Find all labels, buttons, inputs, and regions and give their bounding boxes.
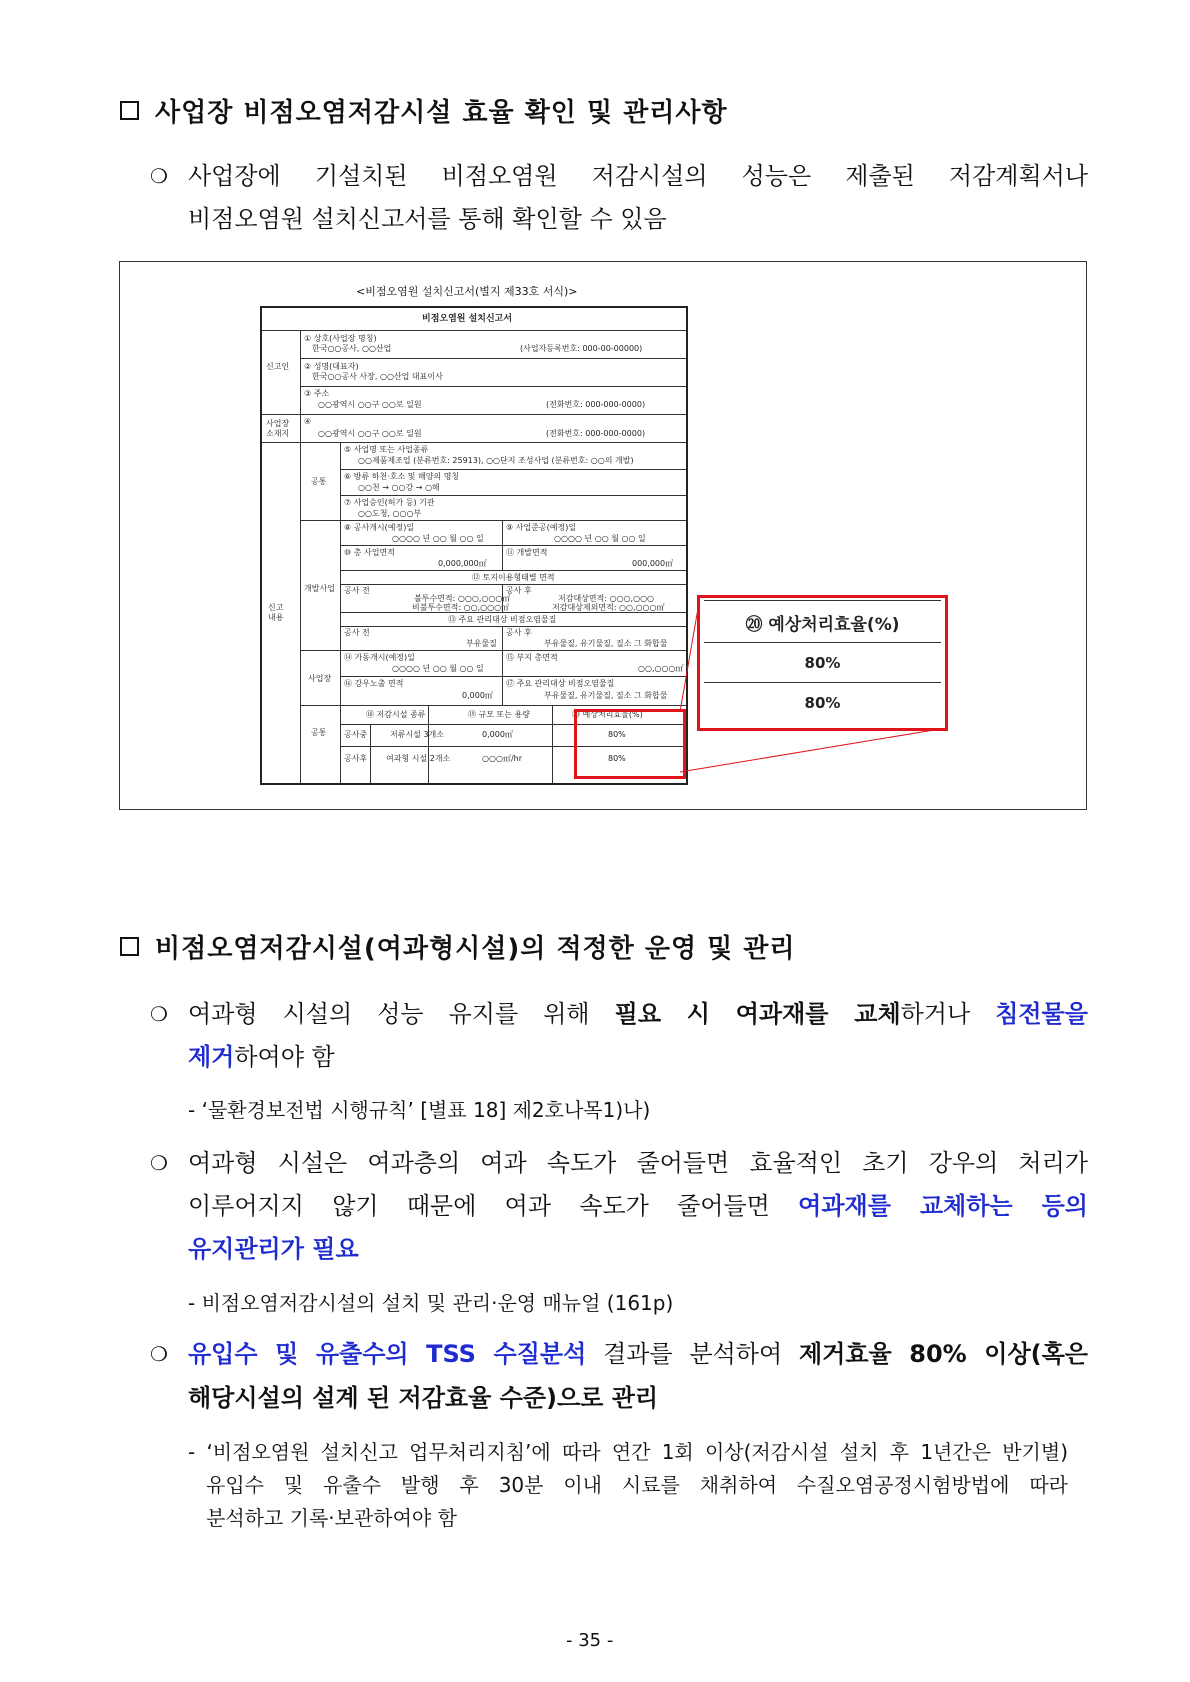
section2-heading-text: 비점오염저감시설(여과형시설)의 적정한 운영 및 관리 — [155, 934, 796, 964]
b1-text-a: 여과형 시설의 성능 유지를 위해 — [188, 1000, 615, 1028]
field-2-value: 한국○○공사 사장, ○○산업 대표이사 — [312, 372, 443, 381]
b2-text-a: 이루어지지 않기 때문에 여과 속도가 줄어들면 — [188, 1192, 799, 1220]
b1-text-f: 하여야 함 — [234, 1043, 335, 1071]
field-11: ⑪ 개발면적 — [506, 548, 548, 557]
field-4: ④ — [304, 417, 312, 426]
field-1-value: 한국○○공사, ○○산업 — [312, 344, 392, 353]
field-14-value: ○○○○ 년 ○○ 월 ○○ 일 — [392, 664, 484, 673]
label-content: 신고 내용 — [268, 603, 284, 622]
section1-heading-text: 사업장 비점오염저감시설 효율 확인 및 관리사항 — [155, 98, 728, 128]
form-figure — [119, 261, 1087, 810]
circle-bullet-icon: ❍ — [150, 1002, 168, 1026]
field-after-1: 공사 후 — [506, 586, 532, 595]
field-7-value: ○○도청, ○○○부 — [358, 509, 422, 518]
section2-bullet3-line1 — [188, 1333, 1088, 1376]
row2-phase: 공사후 — [344, 754, 368, 763]
field-12: ⑫ 토지이용형태별 면적 — [472, 573, 555, 582]
field-3-phone: (전화번호: 000-000-0000) — [546, 400, 646, 409]
b2-text-b: 여과재를 교체하는 등의 — [798, 1192, 1088, 1220]
b3-text-c: 제거효율 80% 이상(혹은 — [799, 1340, 1088, 1368]
label-common-2: 공통 — [311, 728, 327, 737]
b1-text-c: 하거나 — [900, 1000, 996, 1028]
field-13: ⑬ 주요 관리대상 비점오염물질 — [448, 615, 557, 624]
row1-phase: 공사중 — [344, 730, 368, 739]
zoom-panel — [697, 595, 948, 731]
field-before-2: 공사 전 — [344, 628, 370, 637]
field-15: ⑮ 부지 총면적 — [506, 653, 558, 662]
field-5: ⑤ 사업명 또는 사업종류 — [344, 445, 429, 454]
zoom-row2: 80% — [804, 694, 841, 712]
field-14: ⑭ 가동개시(예정)일 — [344, 653, 415, 662]
field-target-area: 저감대상면적: ○○○,○○○ — [558, 594, 655, 603]
label-applicant: 신고인 — [266, 362, 290, 371]
row1-efficiency: 80% — [608, 730, 626, 739]
field-1: ① 상호(사업장 명칭) — [304, 334, 377, 343]
row2-capacity: ○○○㎥/hr — [482, 754, 522, 763]
row2-facility: 여과형 시설 2개소 — [386, 754, 451, 763]
field-9: ⑨ 사업준공(예정)일 — [506, 523, 577, 532]
section2-bullet1-line2 — [188, 1036, 1088, 1079]
field-6: ⑥ 방류 하천·호소 및 해양의 명칭 — [344, 472, 460, 481]
section1-bullet1-line2: 비점오염원 설치신고서를 통해 확인할 수 있음 — [188, 205, 667, 233]
field-pervious: 비불투수면적: ○○,○○○㎡ — [412, 603, 510, 612]
col-facility-type: ⑱ 저감시설 종류 — [366, 710, 426, 719]
field-15-value: ○○,○○○㎡ — [638, 664, 684, 673]
form-caption: <비점오염원 설치신고서(별지 제33호 서식)> — [356, 285, 578, 298]
section2-bullet2-line1: 여과형 시설은 여과층의 여과 속도가 줄어들면 효율적인 초기 강우의 처리가 — [188, 1149, 1088, 1177]
section2-sub3-line1: - ‘비점오염원 설치신고 업무처리지침’에 따라 연간 1회 이상(저감시설 설치 후 1년간은 반기별) — [188, 1440, 1068, 1464]
section2-bullet2-line3 — [188, 1228, 1088, 1271]
field-4-value: ○○광역시 ○○구 ○○로 일원 — [318, 429, 422, 438]
row2-efficiency: 80% — [608, 754, 626, 763]
b1-text-d: 침전물을 — [995, 1000, 1088, 1028]
circle-bullet-icon: ❍ — [150, 1151, 168, 1175]
circle-bullet-icon: ❍ — [150, 1342, 168, 1366]
field-16-value: 0,000㎡ — [462, 691, 493, 700]
field-pollutant-after: 부유물질, 유기물질, 질소 그 화합물 — [544, 639, 668, 648]
field-16: ⑯ 강우노출 면적 — [344, 679, 404, 688]
field-4-phone: (전화번호: 000-000-0000) — [546, 429, 646, 438]
field-10-value: 0,000,000㎡ — [438, 559, 487, 568]
section2-bullet1-line1 — [188, 993, 1088, 1036]
b3-text-a: 유입수 및 유출수의 TSS 수질분석 — [188, 1340, 587, 1368]
field-nontarget-area: 저감대상제외면적: ○○,○○○㎡ — [552, 603, 665, 612]
section1-bullet1-line1: 사업장에 기설치된 비점오염원 저감시설의 성능은 제출된 저감계획서나 — [188, 162, 1088, 190]
field-5-value: ○○제품제조업 (분류번호: 25913), ○○단지 조성사업 (분류번호: ○○의 개발) — [358, 456, 634, 465]
square-bullet-icon — [120, 937, 139, 956]
field-2: ② 성명(대표자) — [304, 362, 359, 371]
section2-sub1: - ‘물환경보전법 시행규칙’ [별표 18] 제2호나목1)나) — [188, 1098, 651, 1122]
field-3-value: ○○광역시 ○○구 ○○로 일원 — [318, 400, 422, 409]
field-before-1: 공사 전 — [344, 586, 370, 595]
field-pollutant-before: 부유물질 — [466, 639, 497, 648]
row1-capacity: 0,000㎥ — [482, 730, 513, 739]
field-after-2: 공사 후 — [506, 628, 532, 637]
field-7: ⑦ 사업승인(허가 등) 기관 — [344, 498, 435, 507]
field-17: ⑰ 주요 관리대상 비점오염물질 — [506, 679, 615, 688]
col-efficiency: ⑳ 예상처리효율(%) — [572, 710, 643, 719]
section2-sub2: - 비점오염저감시설의 설치 및 관리·운영 매뉴얼 (161p) — [188, 1291, 674, 1315]
section2-bullet3-line2: 해당시설의 설계 된 저감효율 수준)으로 관리 — [188, 1384, 659, 1412]
section2-heading — [120, 928, 796, 965]
label-common-1: 공통 — [311, 477, 327, 486]
section1-heading — [120, 92, 728, 129]
field-9-value: ○○○○ 년 ○○ 월 ○○ 일 — [554, 534, 646, 543]
circle-bullet-icon: ❍ — [150, 164, 168, 188]
section2-bullet2-line2 — [188, 1185, 1088, 1228]
b1-text-b: 필요 시 여과재를 교체 — [614, 1000, 901, 1028]
field-impervious: 불투수면적: ○○○,○○○㎡ — [414, 594, 511, 603]
label-development: 개발사업 — [304, 584, 335, 593]
square-bullet-icon — [120, 101, 139, 120]
b1-text-e: 제거 — [188, 1043, 235, 1071]
field-11-value: 000,000㎡ — [632, 559, 674, 568]
field-10: ⑩ 총 사업면적 — [344, 548, 395, 557]
section2-sub3-line2: 유입수 및 유출수 발행 후 30분 이내 시료를 채취하여 수질오염공정시험방법에 따라 — [206, 1473, 1068, 1497]
field-17-value: 부유물질, 유기물질, 질소 그 화합물 — [544, 691, 668, 700]
b2-text-c: 유지관리가 필요 — [188, 1235, 359, 1263]
b3-text-b: 결과를 분석하여 — [586, 1340, 799, 1368]
form-title: 비점오염원 설치신고서 — [422, 314, 513, 324]
field-1-reg: (사업자등록번호: 000-00-00000) — [520, 344, 643, 353]
section2-sub3-line3: 분석하고 기록·보관하여야 함 — [206, 1506, 457, 1530]
field-8-value: ○○○○ 년 ○○ 월 ○○ 일 — [392, 534, 484, 543]
field-6-value: ○○천 → ○○강 → ○해 — [358, 483, 440, 492]
field-3: ③ 주소 — [304, 389, 330, 398]
zoom-row1: 80% — [804, 654, 841, 672]
zoom-header: ⑳ 예상처리효율(%) — [745, 615, 900, 635]
label-location: 사업장 소재지 — [266, 419, 290, 438]
label-business: 사업장 — [308, 674, 332, 683]
page-number: - 35 - — [566, 1630, 614, 1651]
row1-facility: 저류시설 3개소 — [390, 730, 445, 739]
field-8: ⑧ 공사개시(예정)일 — [344, 523, 415, 532]
col-capacity: ⑲ 규모 또는 용량 — [468, 710, 530, 719]
